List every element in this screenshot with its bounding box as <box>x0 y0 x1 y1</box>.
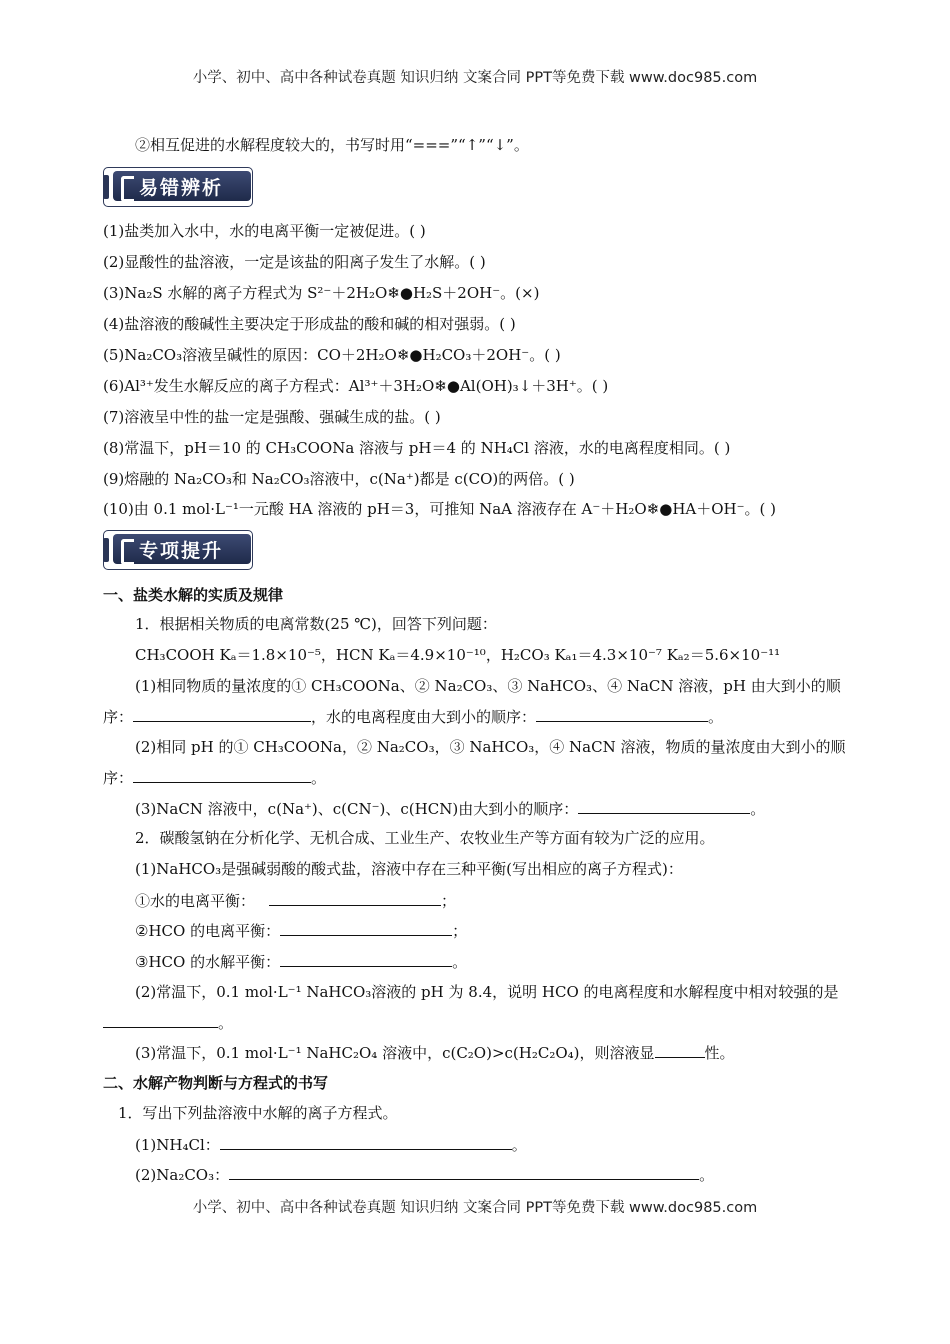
hco-ionization-line: ②HCO 的电离平衡： ； <box>135 922 468 940</box>
error-item-6: (6)Al³⁺发生水解反应的离子方程式：Al³⁺＋3H₂O❄●Al(OH)₃↓＋3H⁺。( ) <box>103 377 609 395</box>
error-item-9: (9)熔融的 Na₂CO₃和 Na₂CO₃溶液中，c(Na⁺)都是 c(CO)的两倍。( ) <box>103 470 575 488</box>
section-2-question-1: 1．写出下列盐溶液中水解的离子方程式。 <box>118 1104 398 1122</box>
banner-practice-title: 专项提升 <box>139 540 224 562</box>
hco-hydrolysis-line: ③HCO 的水解平衡： 。 <box>135 953 468 971</box>
question-1-1: (1)相同物质的量浓度的① CH₃COONa、② Na₂CO₃、③ NaHCO₃、④ NaCN 溶液，pH 由大到小的顺 <box>135 677 841 695</box>
error-item-10: (10)由 0.1 mol·L⁻¹一元酸 HA 溶液的 pH＝3，可推知 NaA 溶液存在 A⁻＋H₂O❄●HA＋OH⁻。( ) <box>103 500 777 518</box>
banner-practice <box>103 530 253 570</box>
page-header: 小学、初中、高中各种试卷真题 知识归纳 文案合同 PPT等免费下载 www.doc985.com <box>192 70 758 86</box>
section-title-1: 一、盐类水解的实质及规律 <box>103 586 284 604</box>
question-1-1-answer-line: 序： ，水的电离程度由大到小的顺序： 。 <box>103 708 724 726</box>
answer-blank[interactable] <box>280 920 452 936</box>
question-2-3: (3)常温下，0.1 mol·L⁻¹ NaHC₂O₄ 溶液中，c(C₂O)>c(H₂C₂O₄)，则溶液显 性。 <box>135 1044 735 1062</box>
answer-blank[interactable] <box>229 1164 699 1180</box>
ionization-constants: CH₃COOH Kₐ＝1.8×10⁻⁵，HCN Kₐ＝4.9×10⁻¹⁰，H₂CO₃ Kₐ₁＝4.3×10⁻⁷ Kₐ₂＝5.6×10⁻¹¹ <box>135 646 781 664</box>
question-2-2: (2)常温下，0.1 mol·L⁻¹ NaHCO₃溶液的 pH 为 8.4，说明 HCO 的电离程度和水解程度中相对较强的是 <box>135 983 839 1001</box>
answer-blank[interactable] <box>536 706 708 722</box>
question-1-2-answer-line: 序： 。 <box>103 769 327 787</box>
nh4cl-equation-line: (1)NH₄Cl： 。 <box>135 1136 527 1154</box>
question-1-stem: 1．根据相关物质的电离常数(25 ℃)，回答下列问题： <box>135 615 497 633</box>
question-1-3: (3)NaCN 溶液中，c(Na⁺)、c(CN⁻)、c(HCN)由大到小的顺序： 。 <box>135 800 766 818</box>
answer-blank[interactable] <box>133 767 311 783</box>
answer-blank[interactable] <box>133 706 311 722</box>
answer-blank[interactable] <box>280 951 452 967</box>
error-item-8: (8)常温下，pH＝10 的 CH₃COONa 溶液与 pH＝4 的 NH₄Cl 溶液，水的电离程度相同。( ) <box>103 439 731 457</box>
water-ionization-line: ①水的电离平衡： ； <box>135 892 457 910</box>
answer-blank[interactable] <box>578 798 750 814</box>
banner-errors-title: 易错辨析 <box>139 177 224 199</box>
question-2-1: (1)NaHCO₃是强碱弱酸的酸式盐，溶液中存在三种平衡(写出相应的离子方程式)： <box>135 860 683 878</box>
answer-blank[interactable] <box>103 1012 218 1028</box>
error-item-5: (5)Na₂CO₃溶液呈碱性的原因：CO＋2H₂O❄●H₂CO₃＋2OH⁻。( ) <box>103 346 561 364</box>
question-1-2: (2)相同 pH 的① CH₃COONa，② Na₂CO₃，③ NaHCO₃，④ NaCN 溶液，物质的量浓度由大到小的顺 <box>135 738 846 756</box>
intro-line: ②相互促进的水解程度较大的，书写时用“===”“↑”“↓”。 <box>135 136 529 154</box>
error-item-2: (2)显酸性的盐溶液，一定是该盐的阳离子发生了水解。( ) <box>103 253 486 271</box>
na2co3-equation-line: (2)Na₂CO₃： 。 <box>135 1166 715 1184</box>
banner-errors <box>103 167 253 207</box>
section-title-2: 二、水解产物判断与方程式的书写 <box>103 1074 329 1092</box>
error-item-7: (7)溶液呈中性的盐一定是强酸、强碱生成的盐。( ) <box>103 408 441 426</box>
question-2-stem: 2．碳酸氢钠在分析化学、无机合成、工业生产、农牧业生产等方面有较为广泛的应用。 <box>135 829 715 847</box>
answer-blank[interactable] <box>220 1134 512 1150</box>
error-item-3: (3)Na₂S 水解的离子方程式为 S²⁻＋2H₂O❄●H₂S＋2OH⁻。(×) <box>103 284 540 302</box>
question-2-2-answer-line: 。 <box>103 1012 233 1033</box>
answer-blank[interactable] <box>655 1042 705 1058</box>
page-footer: 小学、初中、高中各种试卷真题 知识归纳 文案合同 PPT等免费下载 www.doc985.com <box>192 1200 758 1216</box>
error-item-4: (4)盐溶液的酸碱性主要决定于形成盐的酸和碱的相对强弱。( ) <box>103 315 516 333</box>
error-item-1: (1)盐类加入水中，水的电离平衡一定被促进。( ) <box>103 222 426 240</box>
answer-blank[interactable] <box>269 890 441 906</box>
